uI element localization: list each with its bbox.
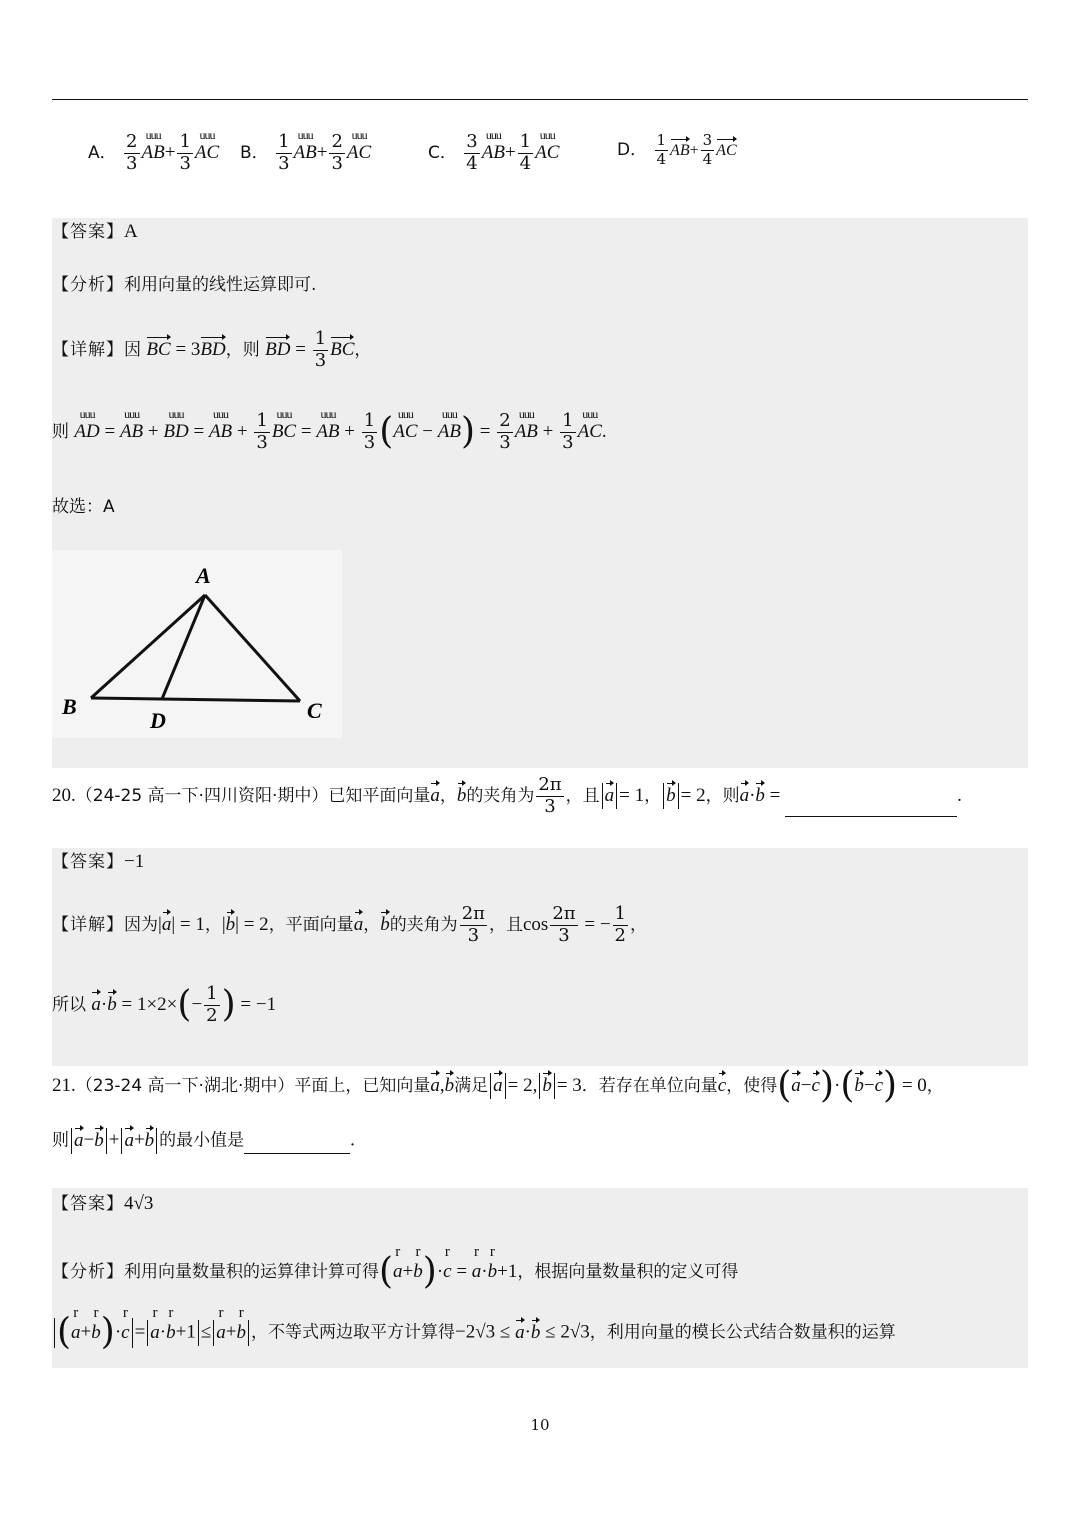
q20-solution-box [52,848,1028,1066]
vertex-label-a: A [196,563,211,588]
option-c: C． $\frac{3}{4}$ uuu AB+ $\frac{1}{4}$ uuu AC [428,127,560,174]
page-number: 10 [530,1416,550,1434]
q21-analysis-line1: 【分析】利用向量数量积的运算律计算可得( r a+ r b)· r c = r a· r b+1，根据向量数量积的定义可得 [52,1243,739,1292]
q20-answer: 【答案】−1 [52,851,145,872]
q19-answer: 【答案】A [52,221,138,242]
header-rule [52,99,1028,100]
q19-detail: 【详解】因 BC = 3BD，则 BD = $\frac{1}{3}$ BC， [52,328,372,371]
triangle-diagram [52,550,342,738]
q21-analysis-line2: ( r a+ r b)· r c = r a· r b+1 ≤ r a+ r b ，不等式两边取平方计算得−2√3 ≤ a·b ≤ 2√3，利用向量的模长公式结合数量积的运算 [52,1318,1028,1348]
q20-stem: 20.（24-25 高一下·四川资阳·期中）已知平面向量a，b的夹角为 $\frac{2\pi}{3}$ ，且 a = 1， b = 2，则a·b = . [52,774,962,817]
q21-stem-line2: 则 a−b + a+b 的最小值是 . [52,1128,1028,1154]
option-a: A． $\frac{2}{3}$ uuu AB+ $\frac{1}{3}$ uuu AC [88,127,220,174]
vertex-label-c: C [307,698,322,723]
point-label-d: D [150,708,166,733]
option-b: B． $\frac{1}{3}$ uuu AB+ $\frac{2}{3}$ uuu AC [240,127,372,174]
option-d: D． $\frac{1}{4}$ AB+ $\frac{3}{4}$ AC [617,131,737,168]
q19-derivation: 则 uuu AD = uuu AB + uuu BD = uuu AB + $\frac{1}{3}$ uuu BC = uuu AB + $\frac{1}{3}$ ( uuu AC − uuu AB) = $\frac{2}{3}$ uuu AB + $\frac{1}{3}$ uuu AC. [52,406,607,453]
triangle-figure [52,550,342,738]
q19-choose: 故选：A [52,497,115,517]
vertex-label-b: B [62,694,77,719]
q21-answer: 【答案】4√3 [52,1193,154,1214]
q20-conclusion: 所以 a·b = 1×2×(− $\frac{1}{2}$ ) = −1 [52,983,277,1026]
q19-analysis: 【分析】利用向量的线性运算即可. [52,275,317,295]
q21-stem-line1: 21.（23-24 高一下·湖北·期中）平面上，已知向量a,b满足 a = 2, b = 3．若存在单位向量c，使得(a−c)·(b−c) = 0， [52,1065,944,1106]
q20-detail: 【详解】因为|a| = 1，|b| = 2，平面向量a，b的夹角为 $\frac{2\pi}{3}$ ，且cos $\frac{2\pi}{3}$ = − $\frac{1}{2}$ ， [52,903,647,946]
